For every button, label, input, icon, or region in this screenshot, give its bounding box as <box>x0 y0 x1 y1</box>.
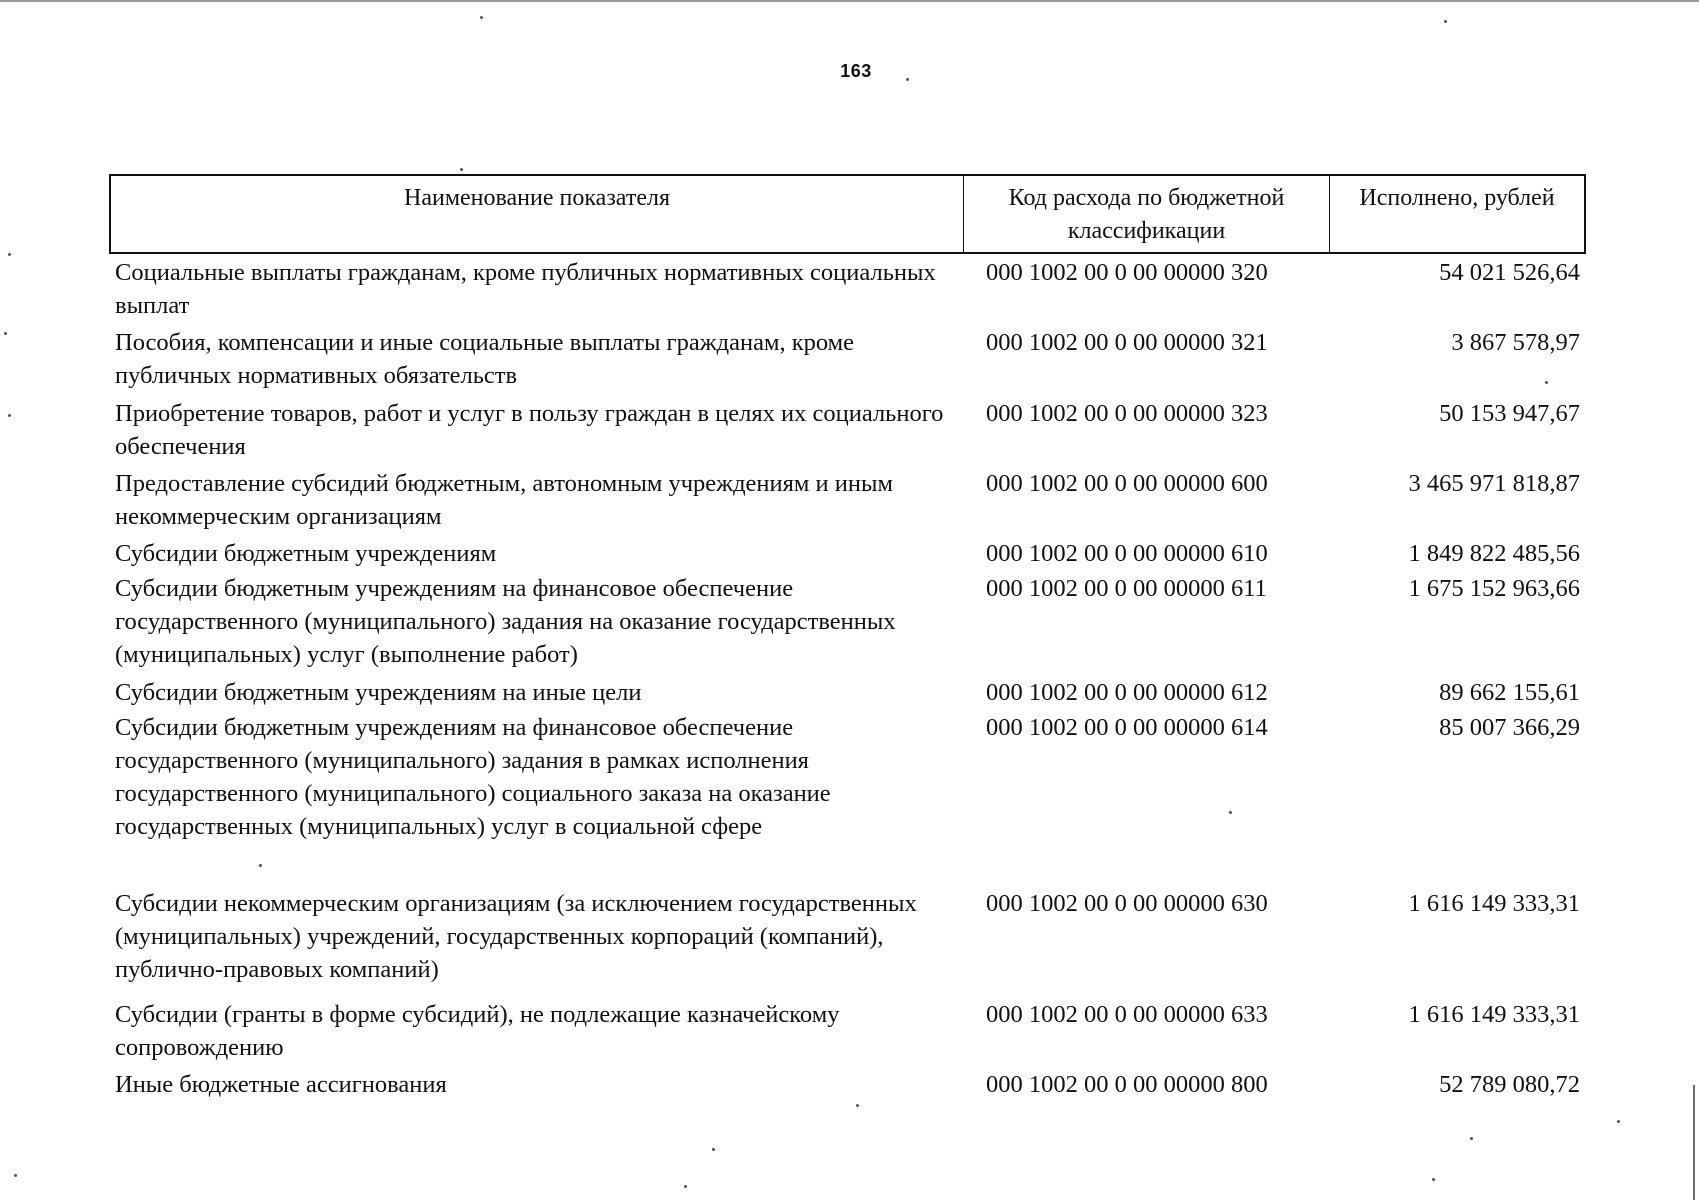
row-name: Субсидии некоммерческим организациям (за исключением государственных (муниципальных) учреждений, государственных корпораций (компаний), публично-правовых компаний) <box>115 890 917 983</box>
table-row <box>109 326 1586 392</box>
row-code: 000 1002 00 0 00 00000 630 <box>986 890 1268 917</box>
right-scan-border <box>1693 1085 1695 1200</box>
scan-speck <box>684 1185 687 1188</box>
scan-speck <box>4 332 7 335</box>
scan-speck <box>1432 1178 1435 1181</box>
scan-speck <box>712 1148 715 1151</box>
row-amount: 3 867 578,97 <box>1451 329 1580 356</box>
header-name: Наименование показателя <box>111 176 964 252</box>
table-row <box>109 998 1586 1064</box>
top-scan-border <box>0 0 1699 2</box>
row-code: 000 1002 00 0 00 00000 614 <box>986 714 1268 741</box>
row-code: 000 1002 00 0 00 00000 633 <box>986 1001 1268 1028</box>
row-name: Социальные выплаты гражданам, кроме публичных нормативных социальных выплат <box>115 259 936 319</box>
row-code: 000 1002 00 0 00 00000 800 <box>986 1071 1268 1098</box>
header-amount: Исполнено, рублей <box>1359 185 1555 211</box>
row-amount: 1 616 149 333,31 <box>1408 1001 1580 1028</box>
scan-speck <box>8 414 11 417</box>
row-code: 000 1002 00 0 00 00000 320 <box>986 259 1268 286</box>
row-amount: 1 675 152 963,66 <box>1408 575 1580 602</box>
row-amount: 89 662 155,61 <box>1439 679 1580 706</box>
row-amount: 54 021 526,64 <box>1439 259 1580 286</box>
scan-speck <box>480 16 483 19</box>
row-name: Пособия, компенсации и иные социальные выплаты гражданам, кроме публичных нормативных обязательств <box>115 329 855 389</box>
table-row <box>109 887 1586 986</box>
table-row <box>109 256 1586 322</box>
row-name: Субсидии бюджетным учреждениям на финансовое обеспечение государственного (муниципального) задания в рамках исполнения государственного (муниципального) социального заказа на оказание государственных (муниципальных) услуг в социальной сфере <box>115 714 831 840</box>
row-amount: 52 789 080,72 <box>1439 1071 1580 1098</box>
row-amount: 85 007 366,29 <box>1439 714 1580 741</box>
table-row <box>109 1068 1586 1101</box>
row-amount: 3 465 971 818,87 <box>1408 470 1580 497</box>
row-amount: 1 616 149 333,31 <box>1408 890 1580 917</box>
row-code: 000 1002 00 0 00 00000 611 <box>986 575 1267 602</box>
row-name: Субсидии бюджетным учреждениям на финансовое обеспечение государственного (муниципального) задания на оказание государственных (муниципальных) услуг (выполнение работ) <box>115 575 896 668</box>
table-row <box>109 572 1586 671</box>
row-amount: 1 849 822 485,56 <box>1408 540 1580 567</box>
page-number: 163 <box>840 61 872 81</box>
scan-speck <box>1444 20 1447 23</box>
row-name: Субсидии бюджетным учреждениям <box>115 540 497 567</box>
table-row <box>109 467 1586 533</box>
row-name: Иные бюджетные ассигнования <box>115 1071 447 1098</box>
row-code: 000 1002 00 0 00 00000 610 <box>986 540 1268 567</box>
scan-speck <box>856 1104 859 1107</box>
scan-speck <box>14 1174 17 1177</box>
row-code: 000 1002 00 0 00 00000 612 <box>986 679 1268 706</box>
scan-speck <box>1617 1120 1620 1123</box>
table-header <box>109 174 1586 254</box>
scan-speck <box>259 864 262 867</box>
row-name: Приобретение товаров, работ и услуг в пользу граждан в целях их социального обеспечения <box>115 400 944 460</box>
row-code: 000 1002 00 0 00 00000 323 <box>986 400 1268 427</box>
table-row <box>109 537 1586 570</box>
scan-speck <box>460 168 463 171</box>
header-code: Код расхода по бюджетной классификации <box>964 176 1330 252</box>
scan-speck <box>906 78 909 81</box>
row-code: 000 1002 00 0 00 00000 321 <box>986 329 1268 356</box>
row-amount: 50 153 947,67 <box>1439 400 1580 427</box>
scan-speck <box>1470 1137 1473 1140</box>
row-code: 000 1002 00 0 00 00000 600 <box>986 470 1268 497</box>
table-row <box>109 397 1586 463</box>
row-name: Субсидии бюджетным учреждениям на иные цели <box>115 679 642 706</box>
row-name: Субсидии (гранты в форме субсидий), не подлежащие казначейскому сопровождению <box>115 1001 840 1061</box>
table-row <box>109 676 1586 709</box>
row-name: Предоставление субсидий бюджетным, автономным учреждениям и иным некоммерческим организациям <box>115 470 893 530</box>
table-row <box>109 711 1586 843</box>
scan-speck <box>8 253 11 256</box>
